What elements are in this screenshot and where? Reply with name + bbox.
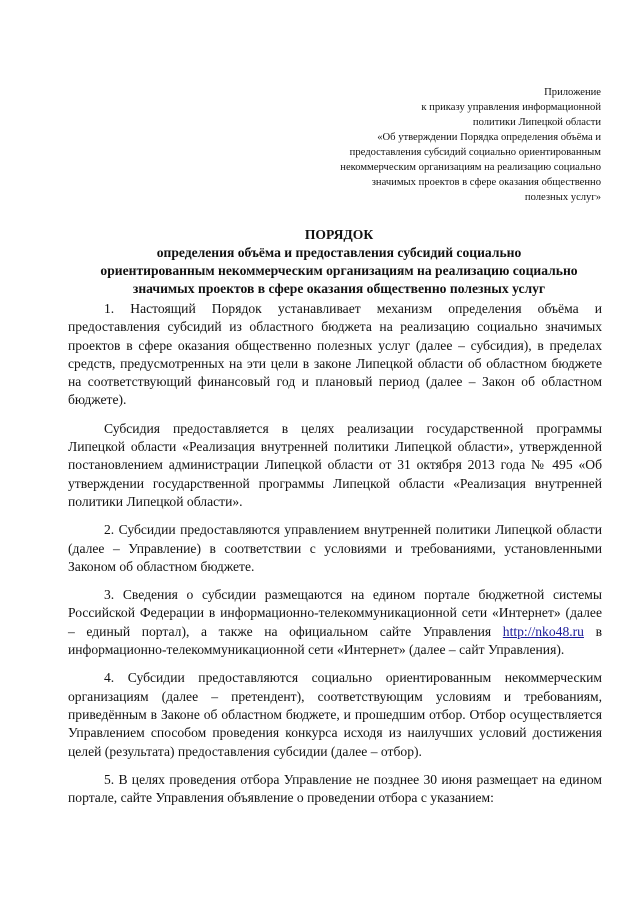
appendix-line: некоммерческим организациям на реализацию социально bbox=[340, 162, 601, 173]
appendix-line: полезных услуг» bbox=[524, 192, 601, 203]
appendix-line: «Об утверждении Порядка определения объёма и bbox=[377, 132, 601, 143]
document-title bbox=[60, 226, 618, 298]
title-line: определения объёма и предоставления субсидий социально bbox=[156, 245, 522, 260]
paragraph-4-text-end: в информационно-телекоммуникационной сети «Интернет» (далее – сайт Управления). bbox=[68, 623, 602, 658]
appendix-header bbox=[241, 85, 601, 205]
paragraph-1: 1. Настоящий Порядок устанавливает механизм определения объёма и предоставления субсидий из областного бюджета на реализацию социально значимых проектов в сфере оказания общественно полезных услуг (далее – субсидия), в пределах средств, предусмотренных на эти цели в законе Липецкой области об областном бюджете на соответствующий финансовый год и плановый период (далее – Закон об областном бюджете). bbox=[68, 301, 602, 408]
appendix-line: политики Липецкой области bbox=[472, 117, 601, 128]
appendix-line: Приложение bbox=[544, 87, 601, 98]
paragraph-5: 4. Субсидии предоставляются социально ориентированным некоммерческим организациям (далее – претендент), соответствующим условиям и требованиям, приведённым в Законе об областном бюджете, и прошедшим отбор. Отбор осуществляется Управлением способом проведения конкурса исходя из наилучших условий достижения целей (результата) предоставления субсидии (далее – отбор). bbox=[68, 670, 602, 759]
paragraph-3: 2. Субсидии предоставляются управлением внутренней политики Липецкой области (далее – Управление) в соответствии с условиями и требованиями, установленными Законом об областном бюджете. bbox=[68, 522, 602, 574]
paragraph-2: Субсидия предоставляется в целях реализации государственной программы Липецкой области «Реализация внутренней политики Липецкой области», утвержденной постановлением администрации Липецкой области от 31 октября 2013 года № 495 «Об утверждении государственной программы Липецкой области «Реализация внутренней политики Липецкой области». bbox=[68, 420, 602, 509]
document-body bbox=[68, 300, 602, 807]
paragraph-6: 5. В целях проведения отбора Управление не позднее 30 июня размещает на едином портале, сайте Управления объявление о проведении отбора с указанием: bbox=[68, 771, 602, 806]
paragraph-4 bbox=[68, 586, 602, 659]
title-heading: ПОРЯДОК bbox=[304, 227, 374, 242]
title-line: ориентированным некоммерческим организациям на реализацию социально bbox=[100, 263, 578, 278]
title-line: значимых проектов в сфере оказания общественно полезных услуг bbox=[132, 281, 546, 296]
appendix-line: значимых проектов в сфере оказания общественно bbox=[371, 177, 601, 188]
appendix-line: к приказу управления информационной bbox=[421, 102, 601, 113]
site-link[interactable]: http://nko48.ru bbox=[502, 623, 584, 639]
paragraph-4-text-start: 3. Сведения о субсидии размещаются на едином портале бюджетной системы Российской Федерации в информационно-телекоммуникационной сети «Интернет» (далее – единый портал), а также на официальном сайте Управления bbox=[68, 587, 602, 639]
appendix-line: предоставления субсидий социально ориентированным bbox=[349, 147, 601, 158]
